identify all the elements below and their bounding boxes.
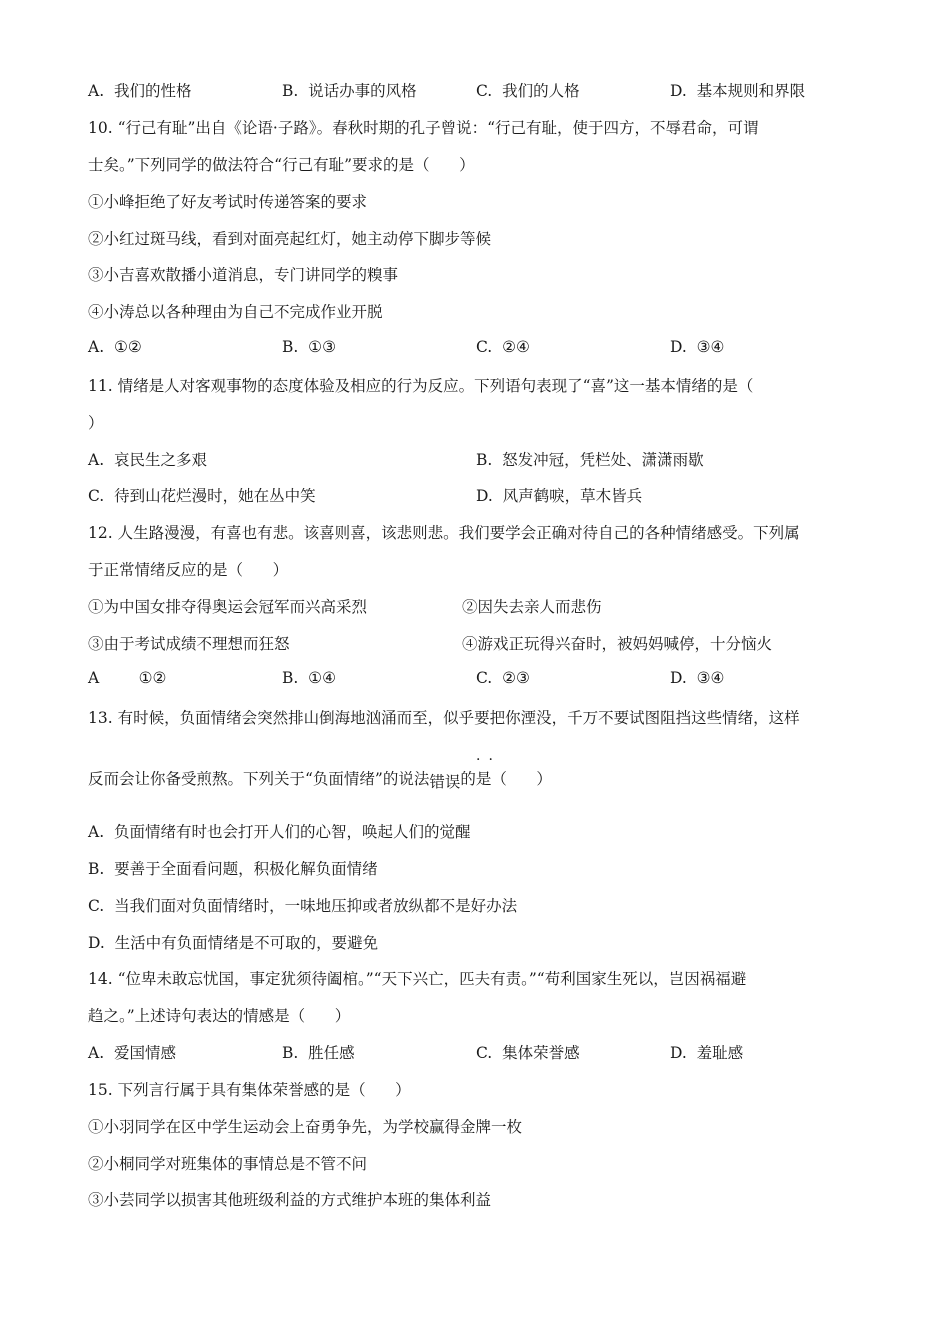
q13-option-d[interactable]: D. 生活中有负面情绪是不可取的，要避免 — [88, 934, 379, 952]
q13-option-b[interactable]: B. 要善于全面看问题，积极化解负面情绪 — [88, 860, 378, 878]
q13-option-a[interactable]: A. 负面情绪有时也会打开人们的心智，唤起人们的觉醒 — [88, 823, 471, 841]
q12-items-row2 — [88, 632, 868, 656]
emphasis-dots: ·· — [476, 752, 501, 768]
q13-option-c[interactable]: C. 当我们面对负面情绪时，一味地压抑或者放纵都不是好办法 — [88, 897, 518, 915]
q10-option-d[interactable]: D. ③④ — [670, 338, 725, 356]
q9-option-b[interactable]: B. 说话办事的风格 — [282, 82, 417, 100]
q12-stem-line1: 12. 人生路漫漫，有喜也有悲。该喜则喜，该悲则悲。我们要学会正确对待自己的各种情绪感受。下列属 — [88, 524, 800, 542]
q11-options-row1 — [88, 448, 868, 472]
q12-item-4: ④游戏正玩得兴奋时，被妈妈喊停，十分恼火 — [462, 635, 773, 653]
q15-stem-line1: 15. 下列言行属于具有集体荣誉感的是（ ） — [88, 1081, 411, 1099]
q9-option-d[interactable]: D. 基本规则和界限 — [670, 82, 806, 100]
q13-stem-line1: 13. 有时候，负面情绪会突然排山倒海地汹涌而至，似乎要把你湮没，千万不要试图阻挡这些情绪，这样 — [88, 709, 800, 727]
q9-options — [88, 79, 868, 103]
q14-option-b[interactable]: B. 胜任感 — [282, 1044, 355, 1062]
q14-option-c[interactable]: C. 集体荣誉感 — [476, 1044, 580, 1062]
q11-option-b[interactable]: B. 怒发冲冠，凭栏处、潇潇雨歇 — [476, 451, 704, 469]
q10-item-2: ②小红过斑马线，看到对面亮起红灯，她主动停下脚步等候 — [88, 230, 492, 248]
q14-option-d[interactable]: D. 羞耻感 — [670, 1044, 744, 1062]
q14-options — [88, 1041, 868, 1065]
q9-option-a[interactable]: A. 我们的性格 — [88, 82, 192, 100]
q15-item-1: ①小羽同学在区中学生运动会上奋勇争先，为学校赢得金牌一枚 — [88, 1118, 523, 1136]
q13-stem-line2 — [88, 767, 552, 789]
q13-emphasis-word: 错误 — [429, 773, 461, 791]
q12-item-1: ①为中国女排夺得奥运会冠军而兴高采烈 — [88, 598, 368, 616]
q12-item-3: ③由于考试成绩不理想而狂怒 — [88, 635, 290, 653]
q10-item-1: ①小峰拒绝了好友考试时传递答案的要求 — [88, 193, 368, 211]
q10-option-b[interactable]: B. ①③ — [282, 338, 336, 356]
q12-option-a[interactable]: A ①② — [88, 669, 167, 687]
q10-stem-line1: 10. “行己有耻”出自《论语·子路》。春秋时期的孔子曾说：“行己有耻，使于四方，不辱君命，可谓 — [88, 119, 759, 137]
q12-option-b[interactable]: B. ①④ — [282, 669, 336, 687]
q12-stem-line2: 于正常情绪反应的是（ ） — [88, 561, 289, 579]
q10-item-3: ③小吉喜欢散播小道消息，专门讲同学的糗事 — [88, 266, 399, 284]
q15-item-2: ②小桐同学对班集体的事情总是不管不问 — [88, 1155, 368, 1173]
q14-option-a[interactable]: A. 爱国情感 — [88, 1044, 176, 1062]
q10-stem-line2: 士矣。”下列同学的做法符合“行己有耻”要求的是（ ） — [88, 156, 475, 174]
q12-items-row1 — [88, 595, 868, 619]
q11-option-c[interactable]: C. 待到山花烂漫时，她在丛中笑 — [88, 487, 316, 505]
q11-stem-line1: 11. 情绪是人对客观事物的态度体验及相应的行为反应。下列语句表现了“喜”这一基本情绪的是（ — [88, 377, 754, 395]
q12-option-d[interactable]: D. ③④ — [670, 669, 725, 687]
q10-item-4: ④小涛总以各种理由为自己不完成作业开脱 — [88, 303, 383, 321]
q11-stem-line2: ） — [88, 414, 104, 432]
q11-options-row2 — [88, 484, 868, 508]
q13-stem-line2-pre: 反而会让你备受煎熬。下列关于“负面情绪”的说法 — [88, 770, 430, 788]
q10-option-a[interactable]: A. ①② — [88, 338, 142, 356]
q13-stem-line2-post: 的是（ ） — [460, 770, 552, 788]
q12-options — [88, 669, 868, 693]
q12-item-2: ②因失去亲人而悲伤 — [462, 598, 602, 616]
q15-item-3: ③小芸同学以损害其他班级利益的方式维护本班的集体利益 — [88, 1191, 492, 1209]
q12-option-c[interactable]: C. ②③ — [476, 669, 530, 687]
q10-option-c[interactable]: C. ②④ — [476, 338, 530, 356]
q11-option-d[interactable]: D. 风声鹤唳，草木皆兵 — [476, 487, 643, 505]
q11-option-a[interactable]: A. 哀民生之多艰 — [88, 451, 207, 469]
q14-stem-line1: 14. “位卑未敢忘忧国，事定犹须待阖棺。”“天下兴亡，匹夫有责。”“苟利国家生死以，岂因祸福避 — [88, 970, 747, 988]
q9-option-c[interactable]: C. 我们的人格 — [476, 82, 580, 100]
q10-options — [88, 338, 868, 362]
q14-stem-line2: 趋之。”上述诗句表达的情感是（ ） — [88, 1007, 351, 1025]
